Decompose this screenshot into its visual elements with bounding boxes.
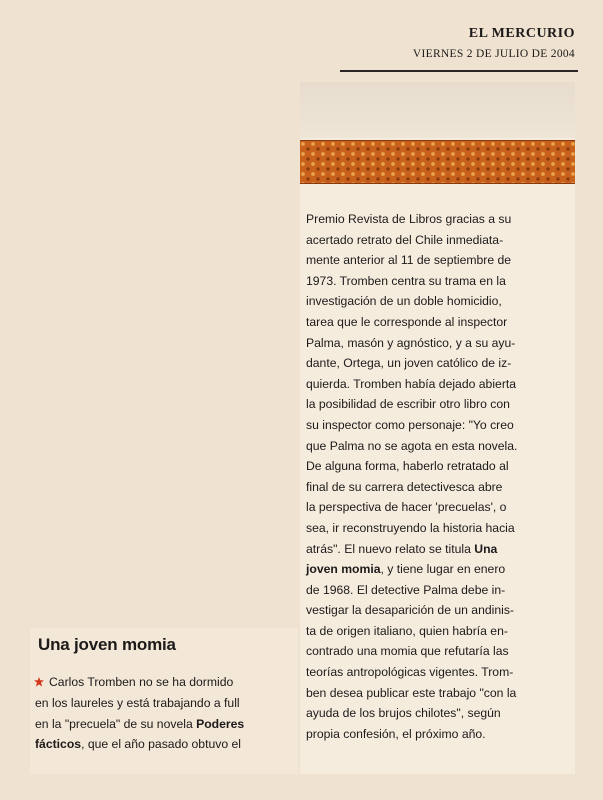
lead-text: Carlos Tromben no se ha dormido <box>49 675 234 689</box>
body-line: sea, ir reconstruyendo la historia hacia <box>306 520 515 535</box>
panel-top-shade <box>300 82 575 138</box>
lead-line <box>35 672 297 693</box>
body-line: 1973. Tromben centra su trama en la <box>306 273 506 288</box>
lead-line: en los laureles y está trabajando a full <box>35 695 240 710</box>
body-line: mente anterior al 11 de septiembre de <box>306 253 512 268</box>
body-line: que Palma no se agota en esta novela. <box>306 438 518 453</box>
body-line: teorías antropológicas vigentes. Trom- <box>306 665 514 680</box>
decorative-pattern-band <box>300 140 575 184</box>
body-line: ta de origen italiano, quien habría en- <box>306 623 508 638</box>
book-title: fácticos <box>35 737 82 752</box>
lead-line <box>35 714 297 735</box>
body-line: la posibilidad de escribir otro libro con <box>306 397 510 412</box>
body-line: De alguna forma, haberlo retratado al <box>306 459 509 474</box>
body-line: de 1968. El detective Palma debe in- <box>306 582 506 597</box>
body-line: tarea que le corresponde al inspector <box>306 314 508 329</box>
body-line: acertado retrato del Chile inmediata- <box>306 232 504 247</box>
body-line: Premio Revista de Libros gracias a su <box>306 212 512 226</box>
body-line: contrado una momia que refutaría las <box>306 644 509 659</box>
masthead <box>413 26 575 61</box>
body-line <box>306 559 574 580</box>
header-rule <box>340 70 578 72</box>
body-line: propia confesión, el próximo año. <box>306 726 486 741</box>
body-text: , y tiene lugar en <box>380 562 474 577</box>
novel-title: Una <box>474 541 498 556</box>
body-text: atrás". El nuevo relato se titula <box>306 541 475 556</box>
body-line: ayuda de los brujos chilotes", según <box>306 706 501 721</box>
body-line: quierda. Tromben había dejado abierta <box>306 376 517 391</box>
article-lead <box>35 672 297 755</box>
body-line: vestigar la desaparición de un andinis- <box>306 603 514 618</box>
body-line: final de su carrera detectivesca abre <box>306 479 503 494</box>
body-text: enero <box>474 562 506 577</box>
publication-date: VIERNES 2 DE JULIO DE 2004 <box>412 48 575 60</box>
newspaper-name: EL MERCURIO <box>468 26 575 41</box>
novel-title: joven momia <box>306 562 381 577</box>
body-line: Palma, masón y agnóstico, y a su ayu- <box>306 335 516 350</box>
lead-text: , que el año pasado obtuvo el <box>81 737 241 752</box>
lead-text: en la "precuela" de su novela <box>35 716 197 731</box>
body-line: dante, Ortega, un joven católico de iz- <box>306 356 512 371</box>
body-line: su inspector como personaje: "Yo creo <box>306 417 514 432</box>
body-column <box>306 209 574 744</box>
body-line: investigación de un doble homicidio, <box>306 294 502 309</box>
lead-line <box>35 734 297 755</box>
body-line <box>306 539 574 560</box>
book-title: Poderes <box>196 716 245 731</box>
body-line: ben desea publicar este trabajo "con la <box>306 685 517 700</box>
body-line: la perspectiva de hacer 'precuelas', o <box>306 500 507 515</box>
article-headline: Una joven momia <box>38 635 176 654</box>
